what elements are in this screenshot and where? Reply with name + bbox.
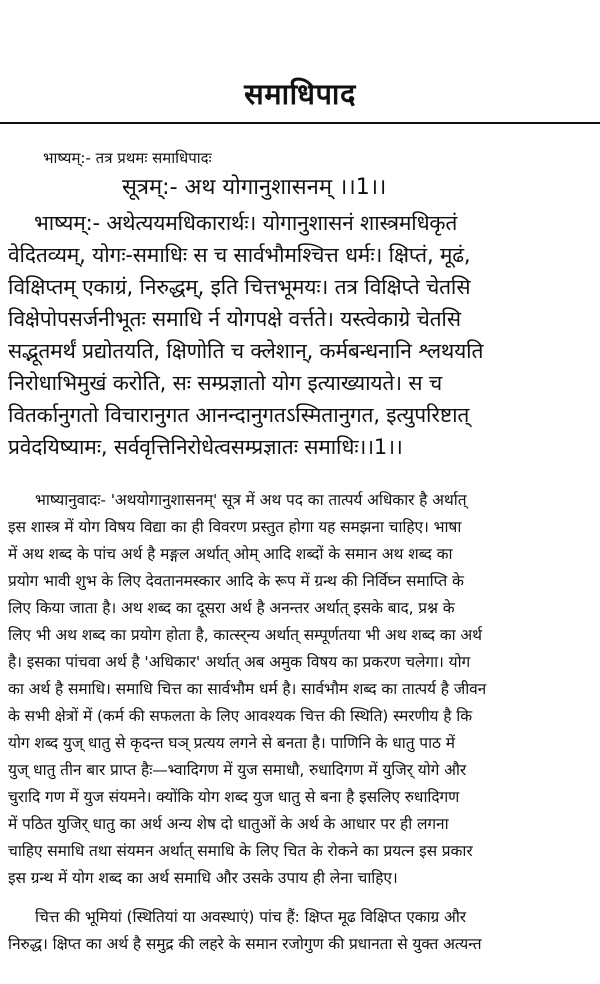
anuvad-line: है। इसका पांचवा अर्थ है 'अधिकार' अर्थात् अब अमुक विषय का प्रकरण चलेगा। योग (8, 653, 471, 671)
anuvad-line: चाहिए समाधि तथा संयमन अर्थात् समाधि के लिए चित के रोकने का प्रयत्न इस प्रकार (8, 842, 473, 860)
bhashya-line: भाष्यम्:- अथेत्ययमधिकारार्थः। योगानुशासनं शास्त्रमधिकृतं (34, 211, 458, 235)
sutra-line: सूत्रम्:- अथ योगानुशासनम् ।।1।। (122, 175, 387, 200)
anuvad-line: युज् धातु तीन बार प्राप्त हैः—भ्वादिगण में युज समाधौ, रुधादिगण में युजिर् योगे और (8, 761, 467, 779)
anuvad-line: भाष्यानुवादः- 'अथयोगानुशासनम्' सूत्र में अथ पद का तात्पर्य अधिकार है अर्थात् (35, 491, 467, 509)
title-divider (0, 122, 600, 124)
anuvad-line: का अर्थ है समाधि। समाधि चित्त का सार्वभौम धर्म है। सार्वभौम शब्द का तात्पर्य है जीवन (8, 680, 487, 698)
anuvad-line: में पठित युजिर् धातु का अर्थ अन्य शेष दो धातुओं के अर्थ के आधार पर ही लगना (8, 815, 449, 833)
anuvad-line: योग शब्द युज् धातु से कृदन्त घञ् प्रत्यय लगने से बनता है। पाणिनि के धातु पाठ में (8, 734, 455, 752)
anuvad-line: इस ग्रन्थ में योग शब्द का अर्थ समाधि और उसके उपाय ही लेना चाहिए। (8, 869, 398, 887)
anuvad-line: के सभी क्षेत्रों में (कर्म की सफलता के लिए आवश्यक चित्त की स्थिति) स्मरणीय है कि (8, 707, 473, 725)
bhashya-line: वेदितव्यम्, योगः-समाधिः स च सार्वभौमश्चित्त धर्मः। क्षिप्तं, मूढं, (8, 243, 471, 267)
bhumi-line: चित्त की भूमियां (स्थितियां या अवस्थाएं) पांच हैं: क्षिप्त मूढ विक्षिप्त एकाग्र और (35, 908, 467, 926)
bhashya-heading: भाष्यम्:- तत्र प्रथमः समाधिपादः (43, 149, 212, 167)
bhashya-line: प्रवेदयिष्यामः, सर्ववृत्तिनिरोधेत्वसम्प्रज्ञातः समाधिः।।1।। (8, 435, 403, 459)
bhashya-line: विक्षिप्तम् एकाग्रं, निरुद्धम्, इति चित्तभूमयः। तत्र विक्षिप्ते चेतसि (8, 275, 471, 299)
anuvad-line: चुरादि गण में युज संयमने। क्योंकि योग शब्द युज धातु से बना है इसलिए रुधादिगण (8, 788, 460, 806)
bhashya-line: विक्षेपोपसर्जनीभूतः समाधि र्न योगपक्षे वर्त्तते। यस्त्वेकाग्रे चेतसि (8, 307, 461, 331)
anuvad-line: प्रयोग भावी शुभ के लिए देवतानमस्कार आदि के रूप में ग्रन्थ की निर्विघ्न समाप्ति के (8, 572, 464, 590)
bhumi-line: निरुद्ध। क्षिप्त का अर्थ है समुद्र की लहरे के समान रजोगुण की प्रधानता से युक्त अत्यन्त (8, 935, 482, 953)
chapter-title: समाधिपाद (244, 77, 356, 111)
bhashya-line: सद्भूतमर्थं प्रद्योतयति, क्षिणोति च क्लेशान्, कर्मबन्धनानि श्लथयति (8, 339, 484, 363)
bhashya-line: वितर्कानुगतो विचारानुगत आनन्दानुगतऽस्मितानुगत, इत्युपरिष्टात् (8, 403, 470, 427)
anuvad-line: लिए भी अथ शब्द का प्रयोग होता है, कात्स्‍र्न्य अर्थात् सम्पूर्णतया भी अथ शब्द का अर्थ (8, 626, 482, 644)
anuvad-line: लिए किया जाता है। अथ शब्द का दूसरा अर्थ है अनन्तर अर्थात् इसके बाद, प्रश्न के (8, 599, 455, 617)
anuvad-line: में अथ शब्द के पांच अर्थ है मङ्गल अर्थात् ओम् आदि शब्दों के समान अथ शब्द का (8, 545, 453, 563)
anuvad-line: इस शास्त्र में योग विषय विद्या का ही विवरण प्रस्तुत होगा यह समझना चाहिए। भाषा (8, 518, 462, 536)
bhashya-line: निरोधाभिमुखं करोति, सः सम्प्रज्ञातो योग इत्याख्यायते। स च (8, 371, 442, 395)
